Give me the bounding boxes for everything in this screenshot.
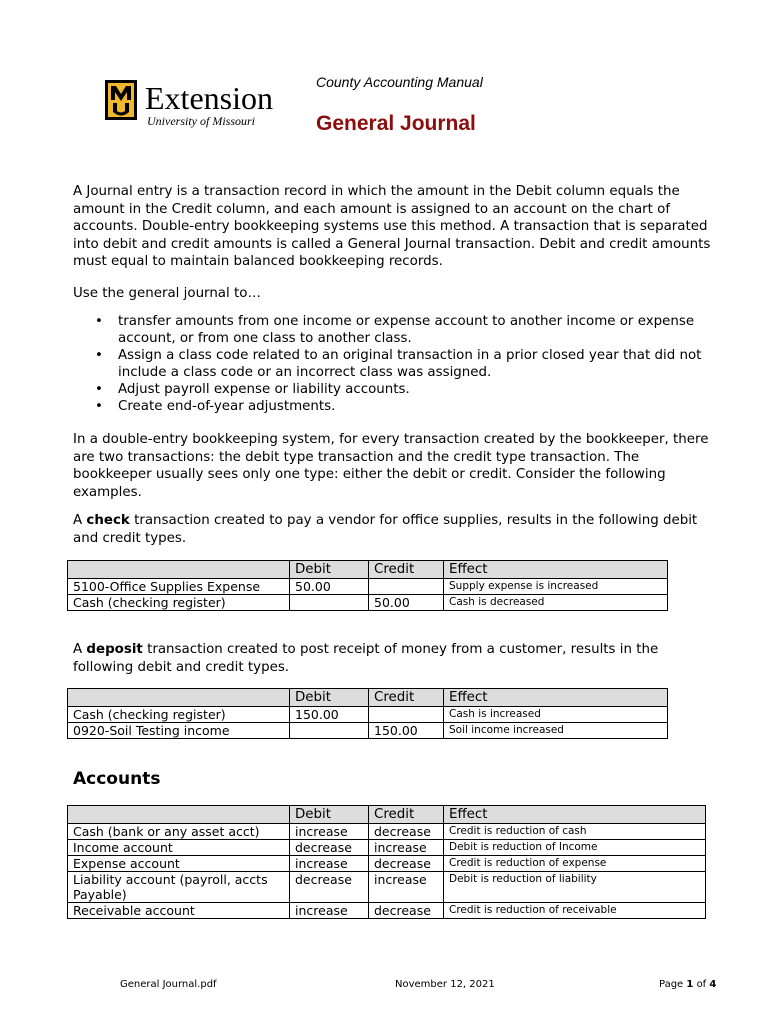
table-row: Cash (checking register) 150.00 Cash is increased: [68, 707, 668, 723]
table-row: Liability account (payroll, accts Payable) decrease increase Debit is reduction of liability: [68, 872, 706, 903]
table-row: Receivable account increase decrease Credit is reduction of receivable: [68, 903, 706, 919]
use-heading: Use the general journal to…: [73, 286, 261, 301]
footer-filename: General Journal.pdf: [120, 979, 217, 990]
table-row: 0920-Soil Testing income 150.00 Soil income increased: [68, 723, 668, 739]
double-entry-paragraph: In a double-entry bookkeeping system, for every transaction created by the bookkeeper, there are two transactions: the debit type transaction and the credit type transaction. The bookkeeper usually sees only one type: either the debit or credit. Consider the following examples.: [73, 432, 709, 500]
mizzou-m-icon: [105, 80, 137, 120]
bullet-icon: •: [95, 314, 103, 329]
table-row: Cash (checking register) 50.00 Cash is decreased: [68, 595, 668, 611]
check-paragraph: A check transaction created to pay a vendor for office supplies, results in the following debit and credit types.: [73, 513, 698, 546]
table-header-row: Debit Credit Effect: [68, 561, 668, 579]
bullet-icon: •: [95, 399, 103, 414]
list-item: • transfer amounts from one income or expense account to another income or expense account, or from one class to another class.: [95, 314, 695, 346]
table-row: Income account decrease increase Debit is reduction of Income: [68, 840, 706, 856]
deposit-paragraph: A deposit transaction created to post receipt of money from a customer, results in the following debit and credit types.: [73, 642, 659, 675]
table-header-row: Debit Credit Effect: [68, 806, 706, 824]
table-header-row: Debit Credit Effect: [68, 689, 668, 707]
manual-title: County Accounting Manual: [316, 74, 483, 90]
list-item: • Create end-of-year adjustments.: [95, 399, 336, 414]
table-row: Expense account increase decrease Credit is reduction of expense: [68, 856, 706, 872]
table-row: Cash (bank or any asset acct) increase decrease Credit is reduction of cash: [68, 824, 706, 840]
bullet-icon: •: [95, 348, 103, 363]
footer-page-number: Page 1 of 4: [659, 979, 717, 990]
logo-subtitle: University of Missouri: [147, 114, 255, 128]
uses-list: [73, 313, 713, 415]
bullet-icon: •: [95, 382, 103, 397]
footer-date: November 12, 2021: [395, 979, 495, 990]
deposit-transaction-table: [67, 688, 668, 739]
accounts-table: [67, 805, 706, 919]
logo-wordmark: Extension: [145, 80, 273, 116]
check-transaction-table: [67, 560, 668, 611]
table-row: 5100-Office Supplies Expense 50.00 Supply expense is increased: [68, 579, 668, 595]
document-title: General Journal: [316, 112, 476, 135]
accounts-heading: Accounts: [73, 769, 161, 789]
list-item: • Assign a class code related to an original transaction in a prior closed year that did not include a class code or an incorrect class was assigned.: [95, 348, 702, 380]
intro-paragraph: A Journal entry is a transaction record in which the amount in the Debit column equals the amount in the Credit column, and each amount is assigned to an account on the chart of accounts. Double-entry bookkeeping systems use this method. A transaction that is separated into debit and credit amounts is called a General Journal transaction. Debit and credit amounts must equal to maintain balanced bookkeeping records.: [73, 184, 711, 269]
list-item: • Adjust payroll expense or liability accounts.: [95, 382, 410, 397]
